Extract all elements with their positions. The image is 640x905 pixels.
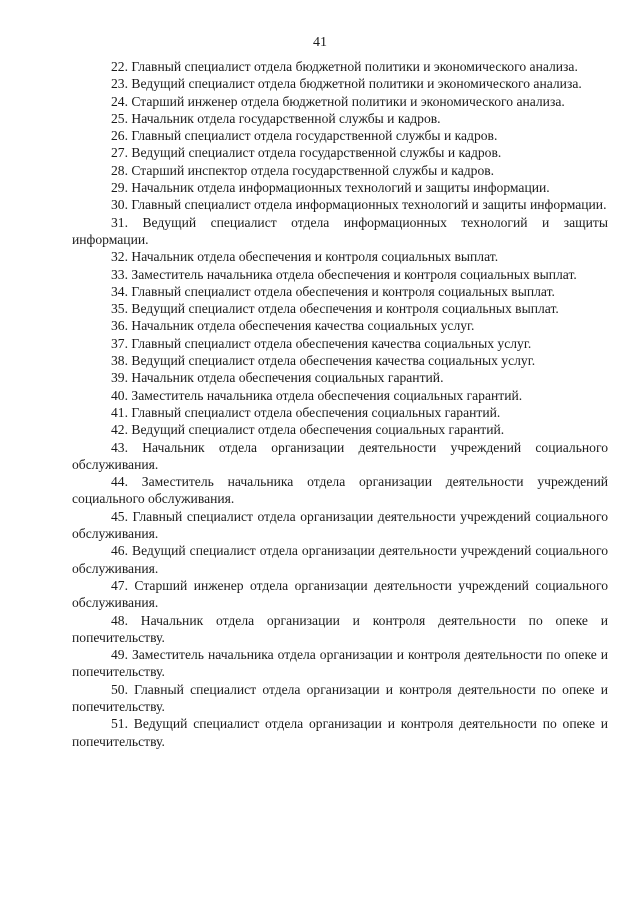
list-item: 35. Ведущий специалист отдела обеспечения и контроля социальных выплат. [111,301,559,317]
list-item: 48. Начальник отдела организации и контроля деятельности по опеке и попечительству. [72,612,608,645]
list-item: 38. Ведущий специалист отдела обеспечения качества социальных услуг. [111,353,536,369]
list-item: 36. Начальник отдела обеспечения качества социальных услуг. [111,318,475,334]
list-item: 39. Начальник отдела обеспечения социальных гарантий. [111,370,444,386]
list-item: 32. Начальник отдела обеспечения и контроля социальных выплат. [111,249,499,265]
list-item: 27. Ведущий специалист отдела государственной службы и кадров. [111,145,502,161]
list-item: 44. Заместитель начальника отдела организации деятельности учреждений социального обслуживания. [72,474,608,507]
list-item: 47. Старший инженер отдела организации деятельности учреждений социального обслуживания. [72,577,608,611]
list-item: 31. Ведущий специалист отдела информационных технологий и защиты информации. [72,214,608,247]
list-item: 30. Главный специалист отдела информационных технологий и защиты информации. [111,197,607,213]
list-item: 26. Главный специалист отдела государственной службы и кадров. [111,128,498,144]
page-number: 41 [313,35,327,50]
list-item: 43. Начальник отдела организации деятельности учреждений социального обслуживания. [72,439,608,472]
list-item: 29. Начальник отдела информационных технологий и защиты информации. [111,180,550,196]
position-list [72,58,608,750]
list-item: 49. Заместитель начальника отдела организации и контроля деятельности по опеке и попечительству. [72,647,608,680]
list-item: 51. Ведущий специалист отдела организации и контроля деятельности по опеке и попечительству. [72,716,608,749]
list-item: 41. Главный специалист отдела обеспечения социальных гарантий. [111,404,501,420]
list-item: 37. Главный специалист отдела обеспечения качества социальных услуг. [111,335,532,351]
list-item: 22. Главный специалист отдела бюджетной политики и экономического анализа. [111,59,578,74]
list-item: 28. Старший инспектор отдела государственной службы и кадров. [111,162,495,178]
list-item: 42. Ведущий специалист отдела обеспечения социальных гарантий. [111,422,505,438]
list-item: 23. Ведущий специалист отдела бюджетной политики и экономического анализа. [111,76,582,92]
list-item: 46. Ведущий специалист отдела организации деятельности учреждений социального обслуживания. [72,543,608,576]
list-item: 34. Главный специалист отдела обеспечения и контроля социальных выплат. [111,283,555,299]
list-item: 33. Заместитель начальника отдела обеспечения и контроля социальных выплат. [111,266,577,282]
list-item: 25. Начальник отдела государственной службы и кадров. [111,110,441,126]
list-item: 50. Главный специалист отдела организации и контроля деятельности по опеке и попечительству. [72,681,608,714]
list-item: 45. Главный специалист отдела организации деятельности учреждений социального обслуживания. [72,508,608,542]
list-item: 40. Заместитель начальника отдела обеспечения социальных гарантий. [111,387,523,403]
list-item: 24. Старший инженер отдела бюджетной политики и экономического анализа. [111,93,565,109]
